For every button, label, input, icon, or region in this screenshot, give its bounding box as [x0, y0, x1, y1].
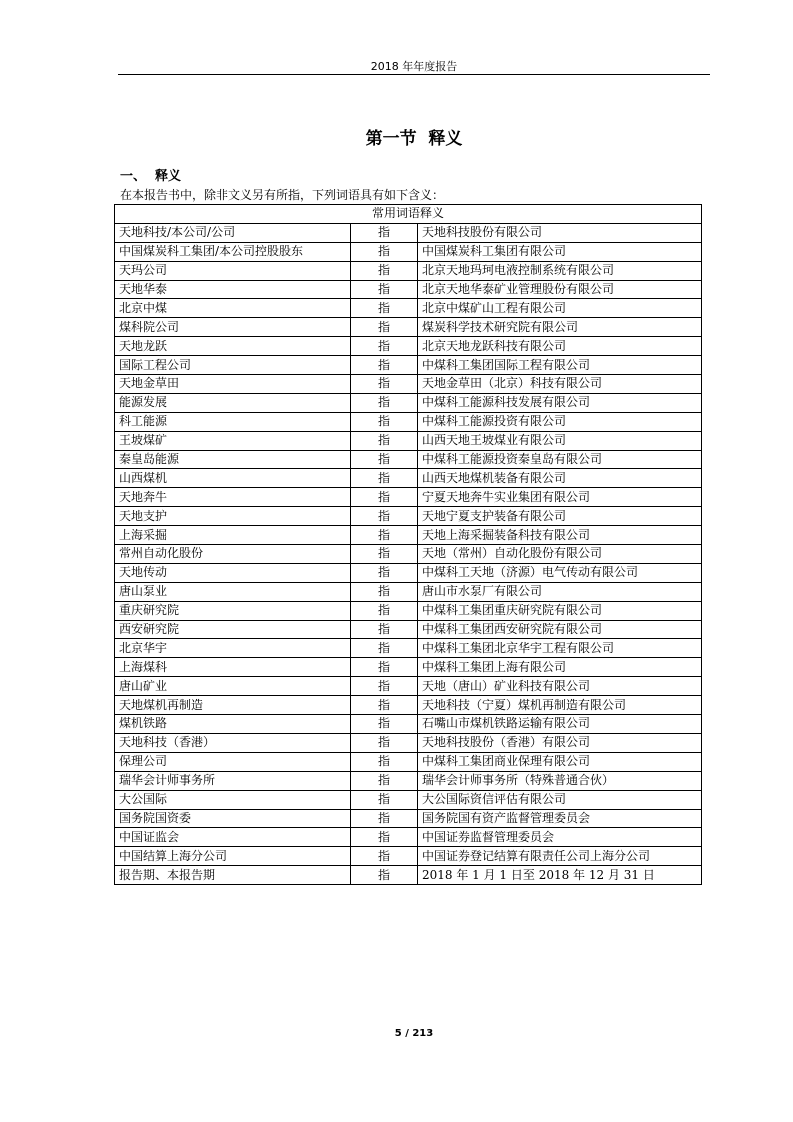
definition-cell: 中煤科工能源投资秦皇岛有限公司 [418, 450, 702, 469]
term-cell: 天地龙跃 [115, 337, 351, 356]
term-cell: 唐山泵业 [115, 582, 351, 601]
ref-cell: 指 [351, 733, 418, 752]
table-body [115, 223, 702, 884]
term-cell: 科工能源 [115, 412, 351, 431]
term-cell: 能源发展 [115, 393, 351, 412]
definitions-table [114, 204, 702, 885]
term-cell: 国际工程公司 [115, 356, 351, 375]
definition-cell: 煤炭科学技术研究院有限公司 [418, 318, 702, 337]
definition-cell: 中煤科工天地（济源）电气传动有限公司 [418, 563, 702, 582]
intro-text: 在本报告书中，除非文义另有所指，下列词语具有如下含义： [120, 188, 445, 202]
definition-cell: 唐山市水泵厂有限公司 [418, 582, 702, 601]
term-cell: 大公国际 [115, 790, 351, 809]
table-row [115, 601, 702, 620]
ref-cell: 指 [351, 771, 418, 790]
ref-cell: 指 [351, 582, 418, 601]
term-cell: 西安研究院 [115, 620, 351, 639]
term-cell: 天地煤机再制造 [115, 696, 351, 715]
table-row [115, 299, 702, 318]
ref-cell: 指 [351, 809, 418, 828]
term-cell: 天地传动 [115, 563, 351, 582]
table-row [115, 790, 702, 809]
definition-cell: 国务院国有资产监督管理委员会 [418, 809, 702, 828]
term-cell: 煤机铁路 [115, 715, 351, 734]
table-row [115, 696, 702, 715]
definition-cell: 中煤科工集团北京华宇工程有限公司 [418, 639, 702, 658]
definition-cell: 石嘴山市煤机铁路运输有限公司 [418, 715, 702, 734]
table-row [115, 582, 702, 601]
definition-cell: 中国证券登记结算有限责任公司上海分公司 [418, 847, 702, 866]
ref-cell: 指 [351, 620, 418, 639]
ref-cell: 指 [351, 752, 418, 771]
header-rule [118, 74, 710, 75]
ref-cell: 指 [351, 337, 418, 356]
term-cell: 秦皇岛能源 [115, 450, 351, 469]
ref-cell: 指 [351, 393, 418, 412]
table-row [115, 677, 702, 696]
table-row [115, 318, 702, 337]
table-row [115, 450, 702, 469]
table-row [115, 658, 702, 677]
ref-cell: 指 [351, 545, 418, 564]
table-caption: 常用词语释义 [115, 205, 702, 224]
definition-cell: 中煤科工集团国际工程有限公司 [418, 356, 702, 375]
table-row [115, 412, 702, 431]
definition-cell: 中煤科工集团上海有限公司 [418, 658, 702, 677]
term-cell: 中国证监会 [115, 828, 351, 847]
ref-cell: 指 [351, 601, 418, 620]
definition-cell: 中煤科工集团西安研究院有限公司 [418, 620, 702, 639]
term-cell: 保理公司 [115, 752, 351, 771]
table-row [115, 431, 702, 450]
table-row [115, 526, 702, 545]
term-cell: 唐山矿业 [115, 677, 351, 696]
ref-cell: 指 [351, 375, 418, 394]
ref-cell: 指 [351, 866, 418, 885]
term-cell: 天地科技（香港） [115, 733, 351, 752]
ref-cell: 指 [351, 412, 418, 431]
definition-cell: 中国煤炭科工集团有限公司 [418, 242, 702, 261]
table-row [115, 866, 702, 885]
term-cell: 北京中煤 [115, 299, 351, 318]
table-row [115, 752, 702, 771]
ref-cell: 指 [351, 431, 418, 450]
definition-cell: 中国证券监督管理委员会 [418, 828, 702, 847]
table-row [115, 620, 702, 639]
table-row [115, 393, 702, 412]
table-row [115, 828, 702, 847]
definition-cell: 山西天地煤机装备有限公司 [418, 469, 702, 488]
table-row [115, 375, 702, 394]
definition-cell: 北京天地龙跃科技有限公司 [418, 337, 702, 356]
definition-cell: 天地宁夏支护装备有限公司 [418, 507, 702, 526]
ref-cell: 指 [351, 507, 418, 526]
definition-cell: 山西天地王坡煤业有限公司 [418, 431, 702, 450]
term-cell: 中国结算上海分公司 [115, 847, 351, 866]
page-header: 2018 年年度报告 [370, 60, 458, 73]
term-cell: 天地科技/本公司/公司 [115, 223, 351, 242]
definition-cell: 中煤科工集团商业保理有限公司 [418, 752, 702, 771]
table-row [115, 337, 702, 356]
definition-cell: 中煤科工集团重庆研究院有限公司 [418, 601, 702, 620]
table-row [115, 280, 702, 299]
ref-cell: 指 [351, 526, 418, 545]
ref-cell: 指 [351, 261, 418, 280]
definition-cell: 天地上海采掘装备科技有限公司 [418, 526, 702, 545]
ref-cell: 指 [351, 223, 418, 242]
term-cell: 山西煤机 [115, 469, 351, 488]
term-cell: 天地金草田 [115, 375, 351, 394]
table-row [115, 809, 702, 828]
ref-cell: 指 [351, 563, 418, 582]
table-row [115, 469, 702, 488]
term-cell: 报告期、本报告期 [115, 866, 351, 885]
section-title: 第一节 释义 [365, 129, 463, 149]
definition-cell: 中煤科工能源科技发展有限公司 [418, 393, 702, 412]
table-row [115, 261, 702, 280]
definition-cell: 天地（常州）自动化股份有限公司 [418, 545, 702, 564]
table-row [115, 771, 702, 790]
table-caption-row [115, 205, 702, 224]
term-cell: 重庆研究院 [115, 601, 351, 620]
definition-cell: 大公国际资信评估有限公司 [418, 790, 702, 809]
term-cell: 王坡煤矿 [115, 431, 351, 450]
definition-cell: 天地金草田（北京）科技有限公司 [418, 375, 702, 394]
definition-cell: 瑞华会计师事务所（特殊普通合伙） [418, 771, 702, 790]
definition-cell: 北京天地华泰矿业管理股份有限公司 [418, 280, 702, 299]
term-cell: 中国煤炭科工集团/本公司控股股东 [115, 242, 351, 261]
table-row [115, 639, 702, 658]
table-row [115, 223, 702, 242]
term-cell: 北京华宇 [115, 639, 351, 658]
term-cell: 天地奔牛 [115, 488, 351, 507]
ref-cell: 指 [351, 639, 418, 658]
definition-cell: 中煤科工能源投资有限公司 [418, 412, 702, 431]
ref-cell: 指 [351, 790, 418, 809]
definition-cell: 2018 年 1 月 1 日至 2018 年 12 月 31 日 [418, 866, 702, 885]
term-cell: 常州自动化股份 [115, 545, 351, 564]
definition-cell: 天地科技股份（香港）有限公司 [418, 733, 702, 752]
subheading: 一、 释义 [120, 169, 182, 184]
term-cell: 瑞华会计师事务所 [115, 771, 351, 790]
table-row [115, 847, 702, 866]
term-cell: 天玛公司 [115, 261, 351, 280]
ref-cell: 指 [351, 847, 418, 866]
definition-cell: 宁夏天地奔牛实业集团有限公司 [418, 488, 702, 507]
table-row [115, 488, 702, 507]
definition-cell: 北京天地玛珂电液控制系统有限公司 [418, 261, 702, 280]
ref-cell: 指 [351, 280, 418, 299]
ref-cell: 指 [351, 469, 418, 488]
term-cell: 国务院国资委 [115, 809, 351, 828]
definition-cell: 北京中煤矿山工程有限公司 [418, 299, 702, 318]
ref-cell: 指 [351, 696, 418, 715]
ref-cell: 指 [351, 356, 418, 375]
term-cell: 上海采掘 [115, 526, 351, 545]
page-number: 5 / 213 [394, 1028, 434, 1039]
table-row [115, 563, 702, 582]
ref-cell: 指 [351, 658, 418, 677]
table-row [115, 242, 702, 261]
ref-cell: 指 [351, 450, 418, 469]
table-row [115, 733, 702, 752]
definition-cell: 天地科技（宁夏）煤机再制造有限公司 [418, 696, 702, 715]
term-cell: 天地支护 [115, 507, 351, 526]
ref-cell: 指 [351, 715, 418, 734]
ref-cell: 指 [351, 677, 418, 696]
term-cell: 上海煤科 [115, 658, 351, 677]
ref-cell: 指 [351, 488, 418, 507]
term-cell: 天地华泰 [115, 280, 351, 299]
ref-cell: 指 [351, 299, 418, 318]
table-row [115, 715, 702, 734]
definition-cell: 天地科技股份有限公司 [418, 223, 702, 242]
table-row [115, 507, 702, 526]
ref-cell: 指 [351, 242, 418, 261]
table-row [115, 545, 702, 564]
ref-cell: 指 [351, 318, 418, 337]
definition-cell: 天地（唐山）矿业科技有限公司 [418, 677, 702, 696]
term-cell: 煤科院公司 [115, 318, 351, 337]
table-row [115, 356, 702, 375]
ref-cell: 指 [351, 828, 418, 847]
